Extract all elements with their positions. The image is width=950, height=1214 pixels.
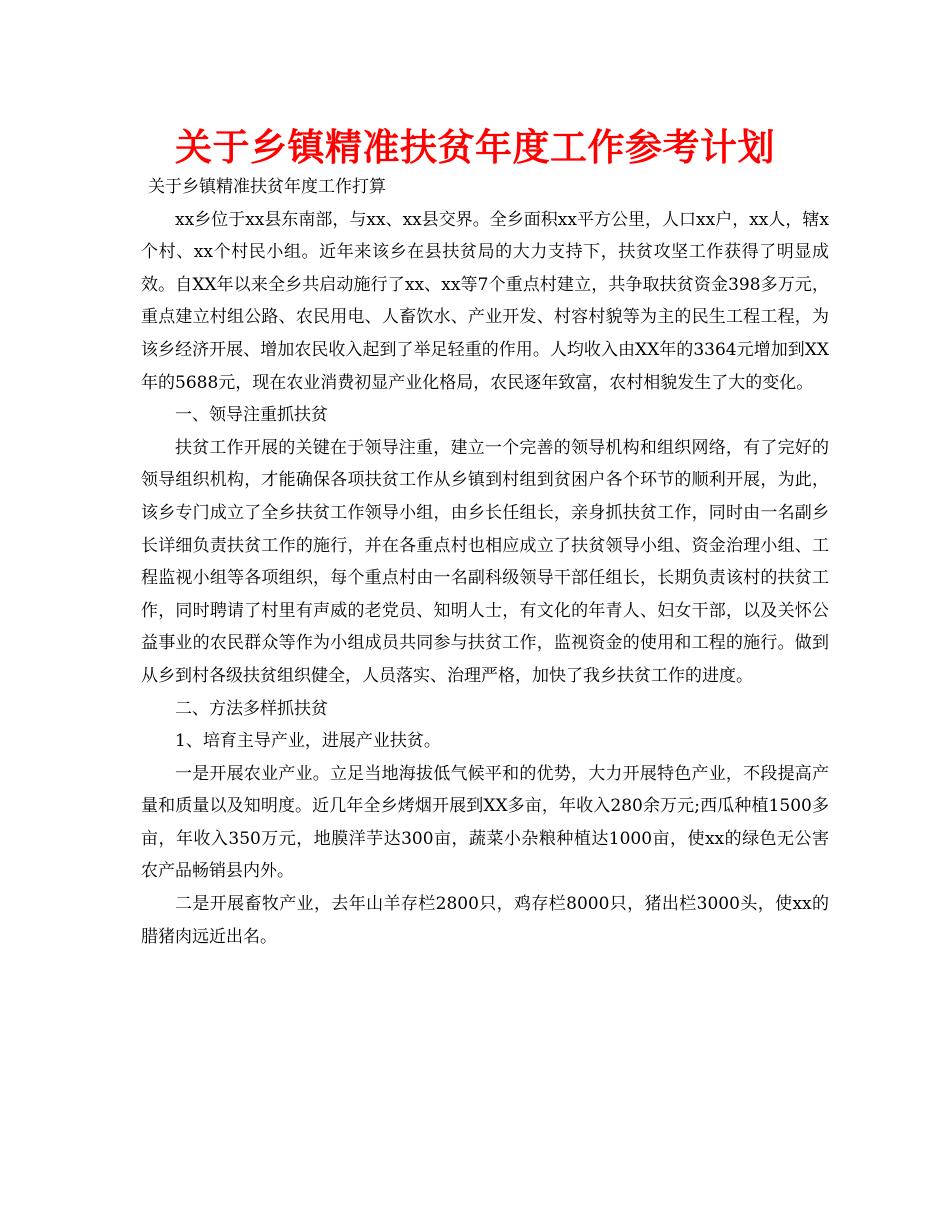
document-title: 关于乡镇精准扶贫年度工作参考计划 [175, 126, 775, 169]
document-body [141, 171, 829, 953]
paragraph-agriculture: 一是开展农业产业。立足当地海拔低气候平和的优势，大力开展特色产业，不段提高产量和质量以及知明度。近几年全乡烤烟开展到XX多亩，年收入280余万元;西瓜种植1500多亩，年收入350万元，地膜洋芋达300亩，蔬菜小杂粮种植达1000亩，使xx的绿色无公害农产品畅销县内外。 [141, 763, 829, 882]
section-heading-2: 二、方法多样抓扶贫 [175, 698, 328, 719]
paragraph-intro: xx乡位于xx县东南部，与xx、xx县交界。全乡面积xx平方公里，人口xx户，xx人，辖x个村、xx个村民小组。近年来该乡在县扶贫局的大力支持下，扶贫攻坚工作获得了明显成效。自XX年以来全乡共启动施行了xx、xx等7个重点村建立，共争取扶贫资金398多万元，重点建立村组公路、农民用电、人畜饮水、产业开发、村容村貌等为主的民生工程工程，为该乡经济开展、增加农民收入起到了举足轻重的作用。人均收入由XX年的3364元增加到XX年的5688元，现在农业消费初显产业化格局，农民逐年致富，农村相貌发生了大的变化。 [141, 209, 829, 393]
paragraph-leadership: 扶贫工作开展的关键在于领导注重，建立一个完善的领导机构和组织网络，有了完好的领导组织机构，才能确保各项扶贫工作从乡镇到村组到贫困户各个环节的顺利开展，为此，该乡专门成立了全乡扶贫工作领导小组，由乡长任组长，亲身抓扶贫工作，同时由一名副乡长详细负责扶贫工作的施行，并在各重点村也相应成立了扶贫领导小组、资金治理小组、工程监视小组等各项组织，每个重点村由一名副科级领导干部任组长，长期负责该村的扶贫工作，同时聘请了村里有声威的老党员、知明人士，有文化的年青人、妇女干部，以及关怀公益事业的农民群众等作为小组成员共同参与扶贫工作，监视资金的使用和工程的施行。做到从乡到村各级扶贫组织健全，人员落实、治理严格，加快了我乡扶贫工作的进度。 [141, 437, 829, 686]
paragraph-livestock: 二是开展畜牧产业，去年山羊存栏2800只，鸡存栏8000只，猪出栏3000头，使xx的腊猪肉远近出名。 [141, 894, 829, 947]
document-subtitle: 关于乡镇精准扶贫年度工作打算 [148, 177, 386, 197]
subsection-heading-1: 1、培育主导产业，进展产业扶贫。 [175, 731, 441, 752]
section-heading-1: 一、领导注重抓扶贫 [175, 405, 328, 426]
